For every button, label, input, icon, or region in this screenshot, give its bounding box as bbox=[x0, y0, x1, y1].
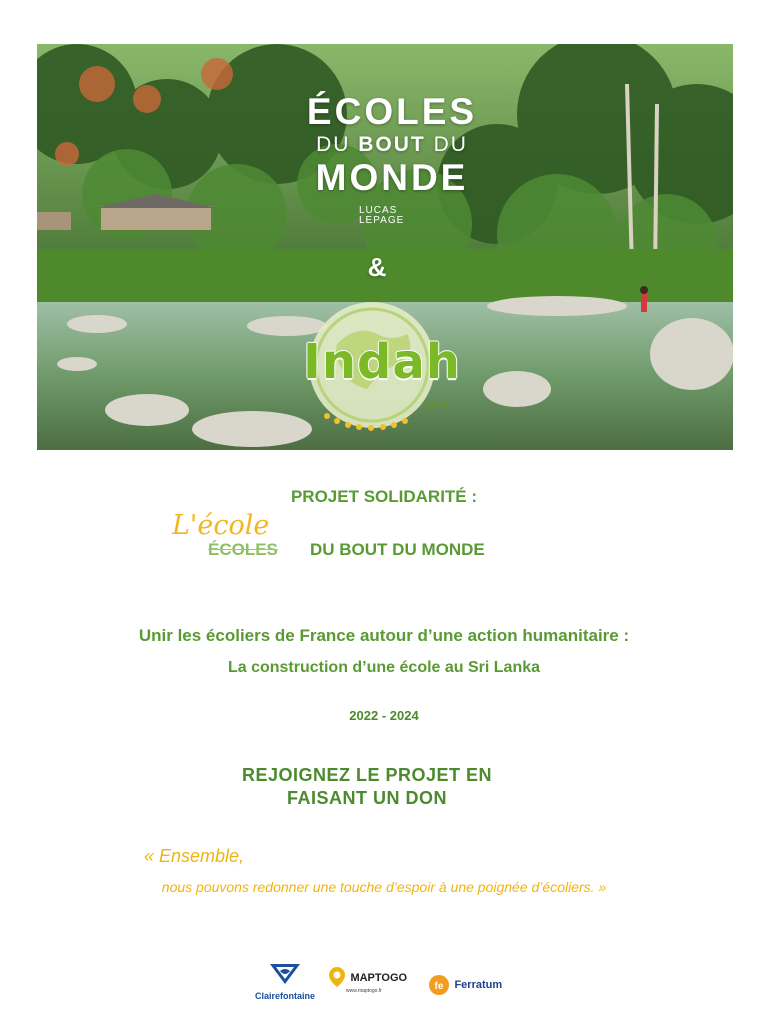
struck-word: ÉCOLES bbox=[208, 540, 278, 559]
hero-title-line1: ÉCOLES bbox=[306, 91, 478, 132]
signature-text: LUCAS LEPAGE bbox=[359, 205, 405, 226]
sponsor-logos bbox=[0, 958, 768, 1008]
maptogo-label: MAPTOGO bbox=[350, 972, 408, 985]
maptogo-url: www.maptogo.fr bbox=[346, 988, 382, 994]
indah-asbl: a.s.b.l. bbox=[424, 399, 451, 409]
hero-title-line2-pre: DU bbox=[316, 133, 359, 156]
handwritten-word: L'école bbox=[172, 510, 270, 541]
svg-text:fe: fe bbox=[434, 981, 444, 992]
lucas-lepage-signature bbox=[359, 206, 404, 226]
ferratum-icon bbox=[428, 974, 450, 996]
hero-title-line2-bold: BOUT bbox=[358, 133, 426, 156]
map-pin-icon bbox=[328, 966, 346, 988]
hero-photo bbox=[37, 44, 733, 450]
cta-text bbox=[0, 764, 751, 810]
mission-subtext: La construction d’une école au Sri Lanka bbox=[227, 659, 541, 676]
hero-title-line3: MONDE bbox=[315, 157, 469, 198]
indah-logo: Indah bbox=[303, 334, 461, 390]
hero-title-line2-post: DU bbox=[425, 133, 468, 156]
mission-text: Unir les écoliers de France autour d’une action humanitaire : bbox=[138, 626, 630, 645]
ferratum-label: Ferratum bbox=[454, 979, 503, 991]
clairefontaine-label: Clairefontaine bbox=[254, 991, 315, 1001]
hero-title-line2 bbox=[287, 132, 497, 158]
project-heading: PROJET SOLIDARITÉ : bbox=[290, 487, 478, 506]
clairefontaine-logo bbox=[246, 962, 324, 1001]
quote-line1: « Ensemble, bbox=[144, 846, 245, 866]
project-title-rest: DU BOUT DU MONDE bbox=[310, 540, 485, 559]
project-subtitle bbox=[160, 510, 580, 566]
cta-line1: REJOIGNEZ LE PROJET EN bbox=[241, 765, 493, 785]
ferratum-logo bbox=[428, 974, 502, 996]
project-years: 2022 - 2024 bbox=[349, 708, 419, 723]
cta-line2: FAISANT UN DON bbox=[287, 788, 447, 808]
ampersand: & bbox=[367, 252, 387, 282]
maptogo-logo bbox=[328, 966, 407, 994]
hero-title bbox=[287, 92, 497, 198]
clairefontaine-icon bbox=[268, 962, 302, 986]
quote-line2: nous pouvons redonner une touche d’espoir à une poignée d’écoliers. » bbox=[161, 879, 607, 895]
